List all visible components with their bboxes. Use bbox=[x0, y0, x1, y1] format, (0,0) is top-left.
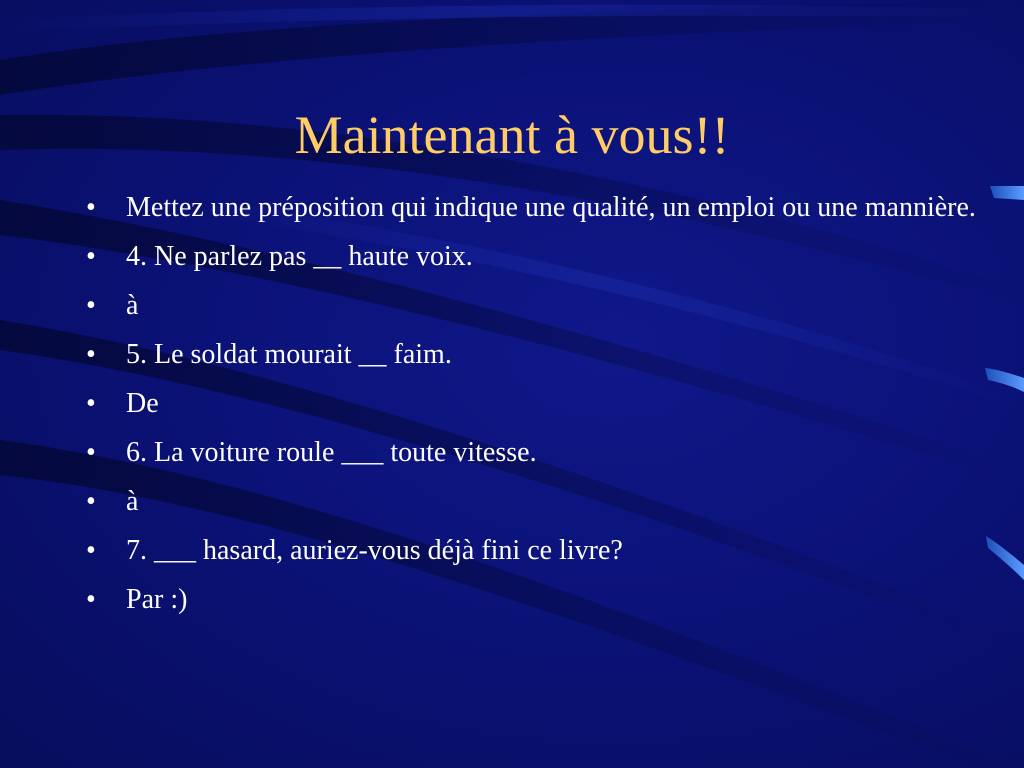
bullet-item-question-5 bbox=[86, 337, 976, 373]
bullet-text: 6. La voiture roule ___ toute vitesse. bbox=[126, 437, 537, 468]
bullet-dot-icon: • bbox=[86, 339, 96, 370]
bullet-item-answer-7 bbox=[86, 582, 976, 618]
bullet-dot-icon: • bbox=[86, 437, 96, 468]
bullet-text: Mettez une préposition qui indique une qualité, un emploi ou une mannière. bbox=[126, 192, 976, 223]
bullet-item-question-6 bbox=[86, 435, 976, 471]
accent-mark-3 bbox=[986, 536, 1024, 580]
bullet-dot-icon: • bbox=[86, 584, 96, 615]
bullet-item-answer-6 bbox=[86, 484, 976, 520]
bullet-text: De bbox=[126, 388, 159, 419]
bullet-text: à bbox=[126, 486, 139, 517]
bullet-text: 7. ___ hasard, auriez-vous déjà fini ce livre? bbox=[126, 535, 623, 566]
bullet-dot-icon: • bbox=[86, 192, 96, 223]
bullet-text: 5. Le soldat mourait __ faim. bbox=[126, 339, 452, 370]
bullet-dot-icon: • bbox=[86, 535, 96, 566]
bullet-item-instruction bbox=[86, 190, 976, 226]
accent-mark-1 bbox=[990, 186, 1024, 200]
bullet-text: à bbox=[126, 290, 139, 321]
bullet-text: Par :) bbox=[126, 584, 188, 615]
bullet-list bbox=[86, 190, 976, 631]
bullet-text: 4. Ne parlez pas __ haute voix. bbox=[126, 241, 473, 272]
slide-title: Maintenant à vous!! bbox=[294, 105, 730, 165]
bullet-dot-icon: • bbox=[86, 290, 96, 321]
bullet-dot-icon: • bbox=[86, 241, 96, 272]
bullet-item-question-4 bbox=[86, 239, 976, 275]
bullet-item-question-7 bbox=[86, 533, 976, 569]
bullet-item-answer-4 bbox=[86, 288, 976, 324]
bullet-dot-icon: • bbox=[86, 486, 96, 517]
bullet-item-answer-5 bbox=[86, 386, 976, 422]
bullet-dot-icon: • bbox=[86, 388, 96, 419]
